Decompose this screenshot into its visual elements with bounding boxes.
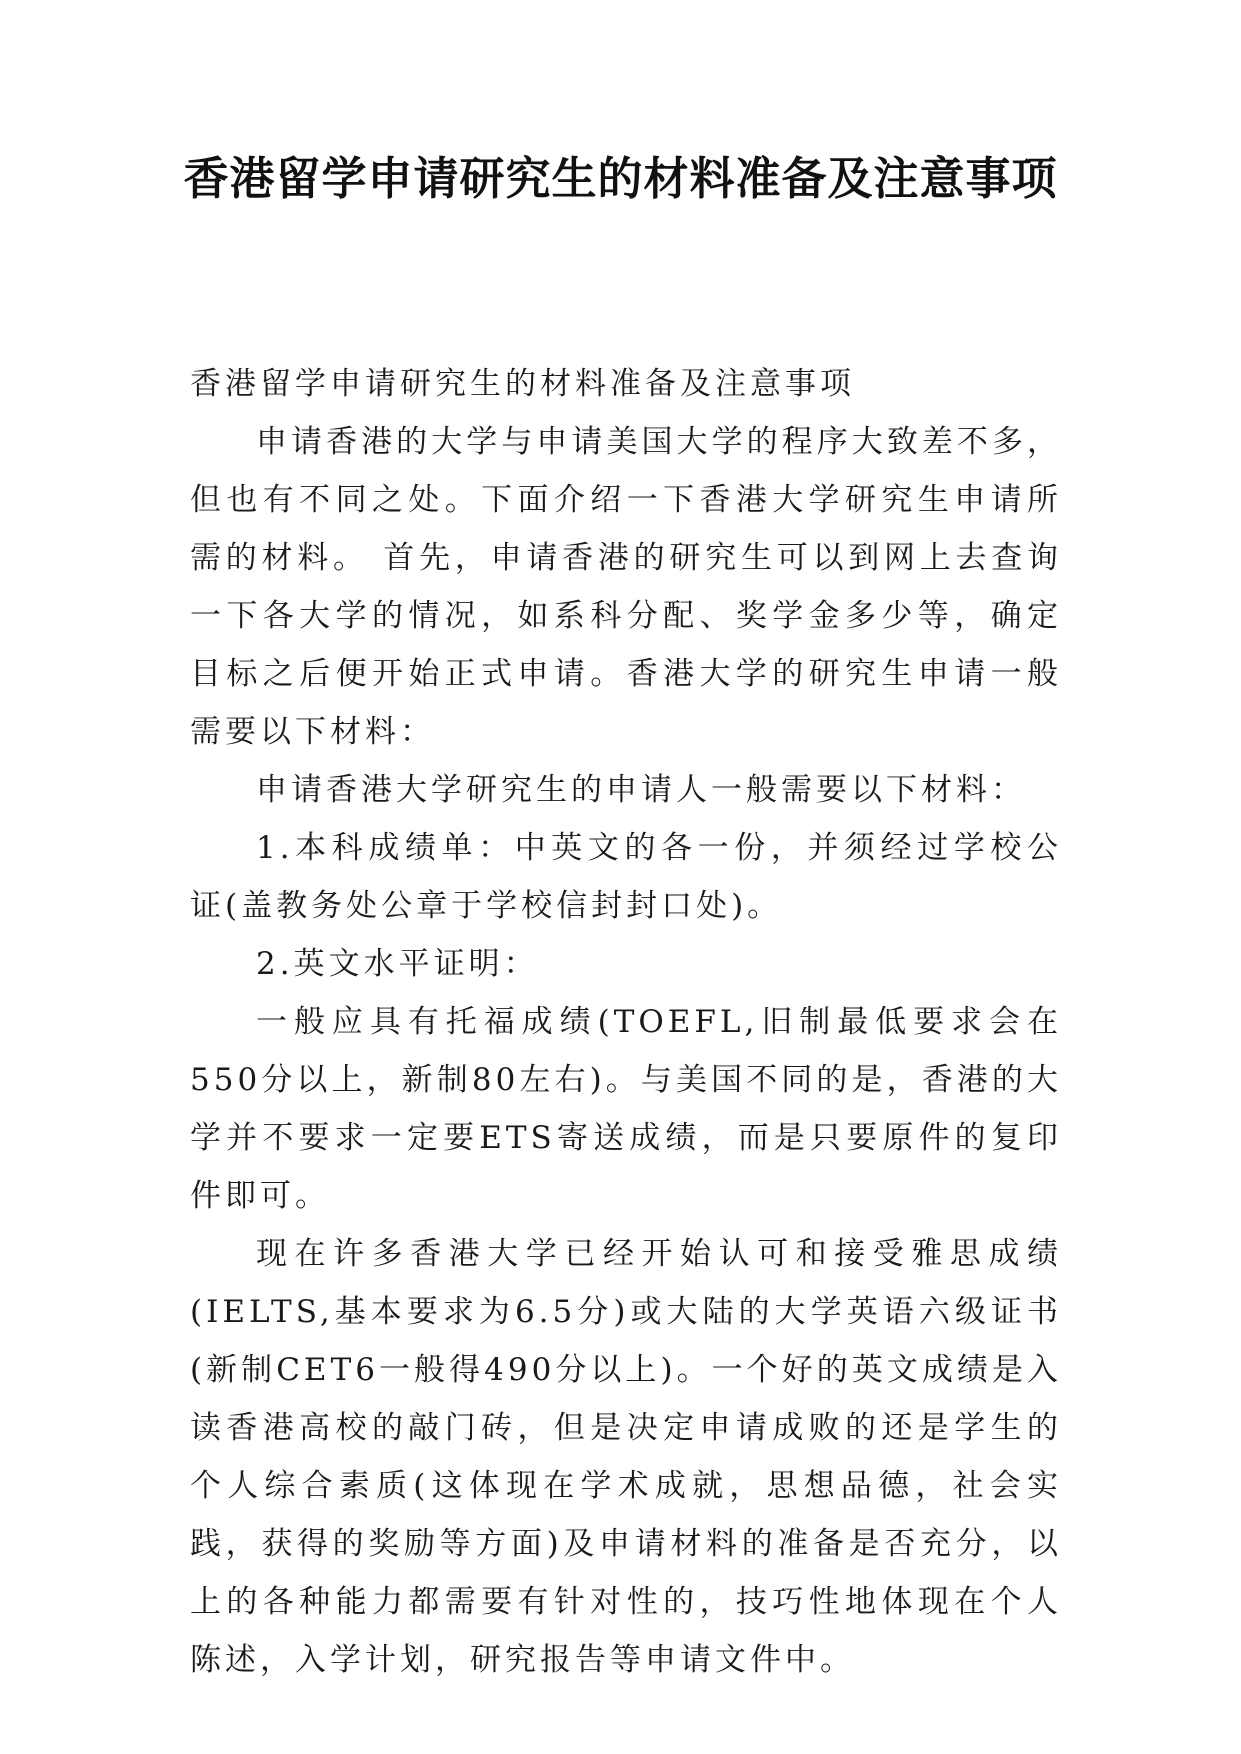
document-title: 香港留学申请研究生的材料准备及注意事项: [183, 152, 1058, 205]
paragraph-toefl: 一般应具有托福成绩(TOEFL,旧制最低要求会在550分以上，新制80左右)。与美国不同的是，香港的大学并不要求一定要ETS寄送成绩，而是只要原件的复印件即可。: [190, 1004, 1062, 1214]
paragraph-ielts: 现在许多香港大学已经开始认可和接受雅思成绩(IELTS,基本要求为6.5分)或大陆的大学英语六级证书(新制CET6一般得490分以上)。一个好的英文成绩是入读香港高校的敲门砖，但是决定申请成败的还是学生的个人综合素质(这体现在学术成就，思想品德，社会实践，获得的奖励等方面)及申请材料的准备是否充分，以上的各种能力都需要有针对性的，技巧性地体现在个人陈述，入学计划，研究报告等申请文件中。: [190, 1236, 1062, 1678]
paragraph-intro: 申请香港的大学与申请美国大学的程序大致差不多，但也有不同之处。下面介绍一下香港大学研究生申请所需的材料。 首先，申请香港的研究生可以到网上去查询一下各大学的情况，如系科分配、奖学金多少等，确定目标之后便开始正式申请。香港大学的研究生申请一般需要以下材料：: [190, 424, 1062, 750]
paragraph-subtitle: 香港留学申请研究生的材料准备及注意事项: [190, 366, 855, 402]
paragraph-materials-lead: 申请香港大学研究生的申请人一般需要以下材料：: [256, 772, 1026, 808]
paragraph-item-transcript: 1.本科成绩单：中英文的各一份，并须经过学校公证(盖教务处公章于学校信封封口处)。: [190, 830, 1062, 924]
paragraph-item-english: 2.英文水平证明：: [256, 946, 539, 982]
document-body: [190, 355, 1062, 1689]
